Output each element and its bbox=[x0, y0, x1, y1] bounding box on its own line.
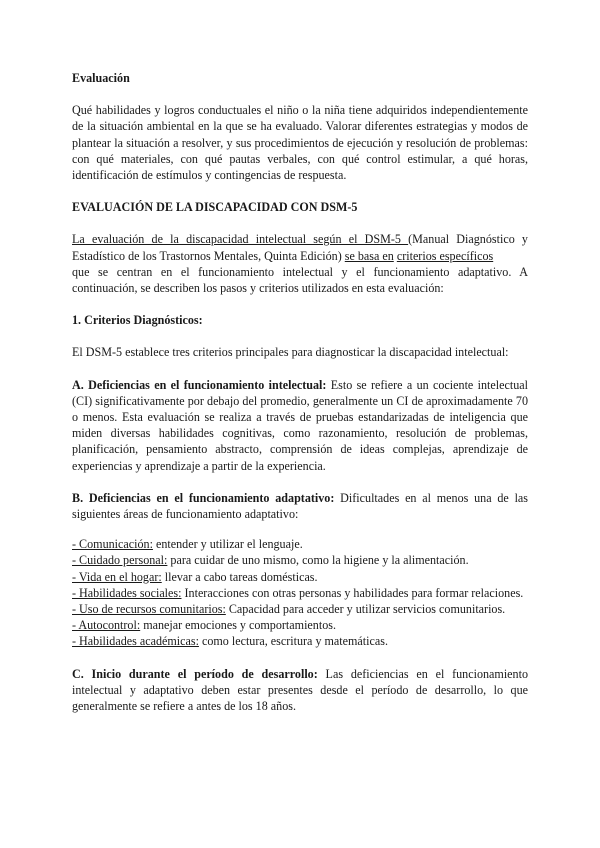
intro-plain-3: que se centran en el funcionamiento intelectual y el funcionamiento adaptativo. A continuación, se describen los pasos y criterios utilizados en esta evaluación: bbox=[72, 264, 528, 296]
criterio-c bbox=[72, 666, 528, 715]
section-title: EVALUACIÓN DE LA DISCAPACIDAD CON DSM-5 bbox=[72, 200, 358, 215]
list-item bbox=[72, 633, 528, 649]
area-desc: Interacciones con otras personas y habilidades para formar relaciones. bbox=[181, 585, 524, 600]
area-term: - Habilidades sociales: bbox=[72, 585, 182, 600]
criterio-c-text: Las deficiencias en el funcionamiento intelectual y adaptativo deben estar presentes desde el período de desarrollo, lo que generalmente se refiere a antes de los 18 años. bbox=[72, 666, 528, 714]
criterio-c-label: C. Inicio durante el período de desarrollo: bbox=[72, 666, 318, 681]
criterio-b bbox=[72, 490, 528, 522]
area-term: - Comunicación: bbox=[72, 537, 153, 552]
list-item bbox=[72, 536, 528, 552]
criterio-a-label: A. Deficiencias en el funcionamiento intelectual: bbox=[72, 377, 327, 392]
intro-underlined-2: se basa en bbox=[344, 248, 394, 263]
list-item bbox=[72, 617, 528, 633]
area-desc: llevar a cabo tareas domésticas. bbox=[161, 569, 318, 584]
evaluacion-paragraph: Qué habilidades y logros conductuales el niño o la niña tiene adquiridos independientemente de la situación ambiental en la que se ha evaluado. Valorar diferentes estrategias y modos de plantear la situación a resolver, y sus procedimientos de ejecución y resolución de problemas: con qué materiales, con qué pautas verbales, con qué control estimular, a qué horas, identificación de estímulos y contingencias de respuesta. bbox=[72, 103, 528, 183]
area-desc: como lectura, escritura y matemáticas. bbox=[198, 634, 388, 649]
criterios-lead: El DSM-5 establece tres criterios principales para diagnosticar la discapacidad intelectual: bbox=[72, 345, 509, 360]
area-term: - Autocontrol: bbox=[72, 618, 141, 633]
area-term: - Cuidado personal: bbox=[72, 553, 168, 568]
area-term: - Uso de recursos comunitarios: bbox=[72, 602, 226, 617]
criterio-a-text: Esto se refiere a un cociente intelectual (CI) significativamente por debajo del promedio, generalmente un CI de aproximadamente 70 o menos. Esta evaluación se realiza a través de pruebas estandarizadas de inteligencia que miden diversas habilidades cognitivas, como razonamiento, resolución de problemas, planificación, pensamiento abstracto, comprensión de ideas complejas, aprendizaje de experiencias y aprendizaje a partir de la experiencia. bbox=[72, 377, 528, 473]
adaptive-areas-list bbox=[72, 536, 528, 649]
criterios-heading: 1. Criterios Diagnósticos: bbox=[72, 313, 203, 328]
list-item bbox=[72, 601, 528, 617]
area-term: - Vida en el hogar: bbox=[72, 569, 162, 584]
criterio-b-label: B. Deficiencias en el funcionamiento adaptativo: bbox=[72, 490, 335, 505]
area-desc: entender y utilizar el lenguaje. bbox=[152, 537, 303, 552]
area-desc: Capacidad para acceder y utilizar servicios comunitarios. bbox=[225, 602, 506, 617]
area-term: - Habilidades académicas: bbox=[72, 634, 199, 649]
criterio-a bbox=[72, 377, 528, 474]
area-desc: para cuidar de uno mismo, como la higiene y la alimentación. bbox=[167, 553, 469, 568]
list-item bbox=[72, 552, 528, 568]
list-item bbox=[72, 585, 528, 601]
intro-paragraph bbox=[72, 231, 528, 296]
intro-underlined-3: criterios específicos bbox=[396, 248, 494, 263]
criterio-b-text: Dificultades en al menos una de las siguientes áreas de funcionamiento adaptativo: bbox=[72, 490, 529, 522]
area-desc: manejar emociones y comportamientos. bbox=[140, 618, 336, 633]
list-item bbox=[72, 569, 528, 585]
intro-underlined-1: La evaluación de la discapacidad intelectual según el DSM-5 bbox=[72, 232, 409, 247]
intro-plain-1: (Manual Diagnóstico y Estadístico de los Trastornos Mentales, Quinta Edición) bbox=[72, 232, 528, 263]
evaluacion-heading: Evaluación bbox=[72, 71, 130, 85]
